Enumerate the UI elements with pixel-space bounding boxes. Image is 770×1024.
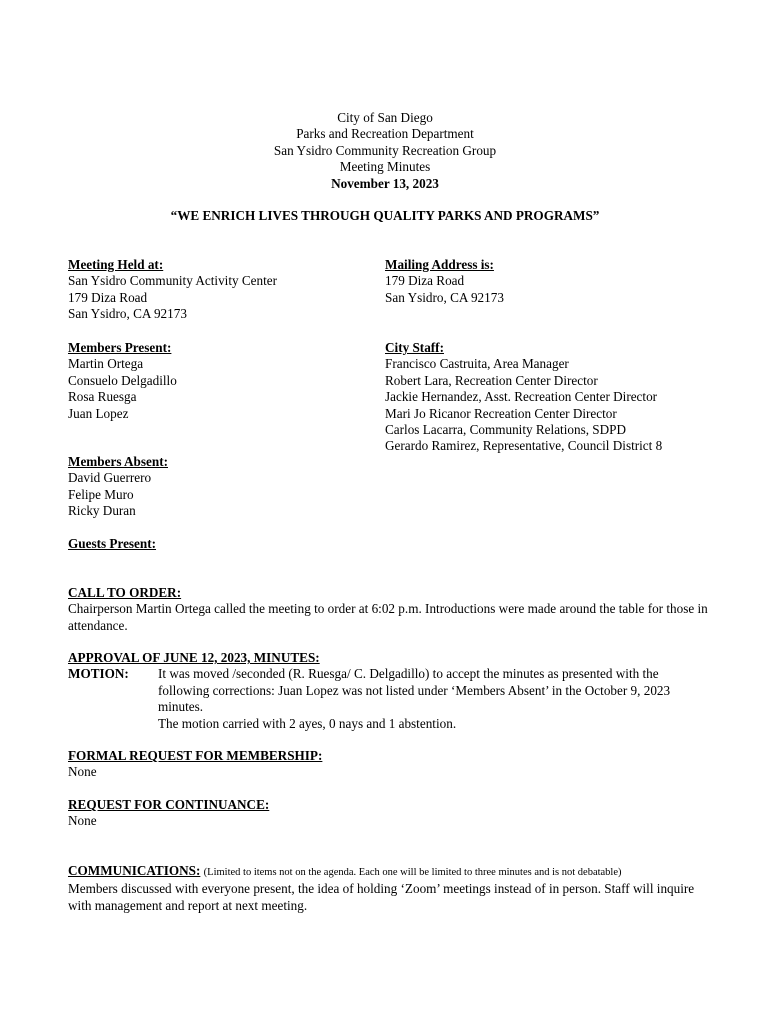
continuance-request-section — [68, 797, 708, 830]
motion-text: It was moved /seconded (R. Ruesga/ C. Delgadillo) to accept the minutes as presented with the following corrections: Juan Lopez was not listed under ‘Members Absent’ in the October 9, 2023 minutes. — [158, 666, 671, 715]
meeting-date: November 13, 2023 — [331, 175, 439, 191]
motion-result: The motion carried with 2 ayes, 0 nays and 1 abstention. — [158, 715, 457, 731]
member-name: Juan Lopez — [68, 405, 129, 421]
absent-member-name: Ricky Duran — [68, 503, 136, 519]
membership-request-text: None — [68, 764, 97, 780]
address-line: 179 Diza Road — [385, 273, 465, 289]
department-name: Parks and Recreation Department — [296, 126, 474, 142]
communications-heading-line — [68, 863, 708, 881]
continuance-request-heading: REQUEST FOR CONTINUANCE: — [68, 797, 270, 812]
location-line: San Ysidro Community Activity Center — [68, 273, 278, 289]
city-staff-heading: City Staff: — [385, 340, 444, 355]
membership-request-heading: FORMAL REQUEST FOR MEMBERSHIP: — [68, 748, 323, 763]
motto: “WE ENRICH LIVES THROUGH QUALITY PARKS AND PROGRAMS” — [170, 208, 600, 223]
meeting-location-block — [68, 257, 277, 323]
member-name: Consuelo Delgadillo — [68, 372, 177, 388]
staff-name: Gerardo Ramirez, Representative, Council District 8 — [385, 438, 663, 454]
city-staff-block — [385, 340, 662, 455]
mailing-address-block — [385, 257, 504, 306]
mailing-address-heading: Mailing Address is: — [385, 257, 494, 272]
document-header — [0, 110, 770, 192]
communications-section — [68, 863, 708, 914]
motion-row — [68, 666, 708, 732]
approval-section — [68, 650, 708, 732]
meeting-held-heading: Meeting Held at: — [68, 257, 164, 272]
members-absent-block — [68, 454, 168, 520]
staff-name: Mari Jo Ricanor Recreation Center Director — [385, 405, 617, 421]
absent-member-name: Felipe Muro — [68, 486, 134, 502]
communications-heading: COMMUNICATIONS: — [68, 863, 201, 878]
member-name: Rosa Ruesga — [68, 389, 137, 405]
continuance-request-text: None — [68, 813, 97, 829]
location-line: San Ysidro, CA 92173 — [68, 306, 187, 322]
guests-present-heading: Guests Present: — [68, 536, 157, 551]
membership-request-section — [68, 748, 708, 781]
absent-member-name: David Guerrero — [68, 470, 152, 486]
members-present-block — [68, 340, 177, 422]
motion-label: MOTION: — [68, 666, 129, 682]
approval-heading: APPROVAL OF JUNE 12, 2023, MINUTES: — [68, 650, 320, 665]
city-name: City of San Diego — [337, 110, 433, 125]
staff-name: Carlos Lacarra, Community Relations, SDPD — [385, 422, 627, 438]
guests-present-block — [68, 536, 156, 552]
communications-note: (Limited to items not on the agenda. Each one will be limited to three minutes and is not debatable) — [203, 867, 622, 878]
location-line: 179 Diza Road — [68, 289, 148, 305]
members-present-heading: Members Present: — [68, 340, 172, 355]
motion-body — [158, 666, 708, 732]
document-type: Meeting Minutes — [339, 159, 431, 175]
communications-text: Members discussed with everyone present, the idea of holding ‘Zoom’ meetings instead of in person. Staff will inquire with management and report at next meeting. — [68, 881, 695, 913]
staff-name: Jackie Hernandez, Asst. Recreation Center Director — [385, 389, 658, 405]
call-to-order-section — [68, 585, 708, 634]
staff-name: Robert Lara, Recreation Center Director — [385, 372, 598, 388]
members-absent-heading: Members Absent: — [68, 454, 168, 469]
member-name: Martin Ortega — [68, 356, 144, 372]
staff-name: Francisco Castruita, Area Manager — [385, 356, 569, 372]
group-name: San Ysidro Community Recreation Group — [273, 142, 497, 158]
address-line: San Ysidro, CA 92173 — [385, 289, 504, 305]
call-to-order-text: Chairperson Martin Ortega called the meeting to order at 6:02 p.m. Introductions were made around the table for those in attendance. — [68, 601, 708, 633]
call-to-order-heading: CALL TO ORDER: — [68, 585, 182, 600]
